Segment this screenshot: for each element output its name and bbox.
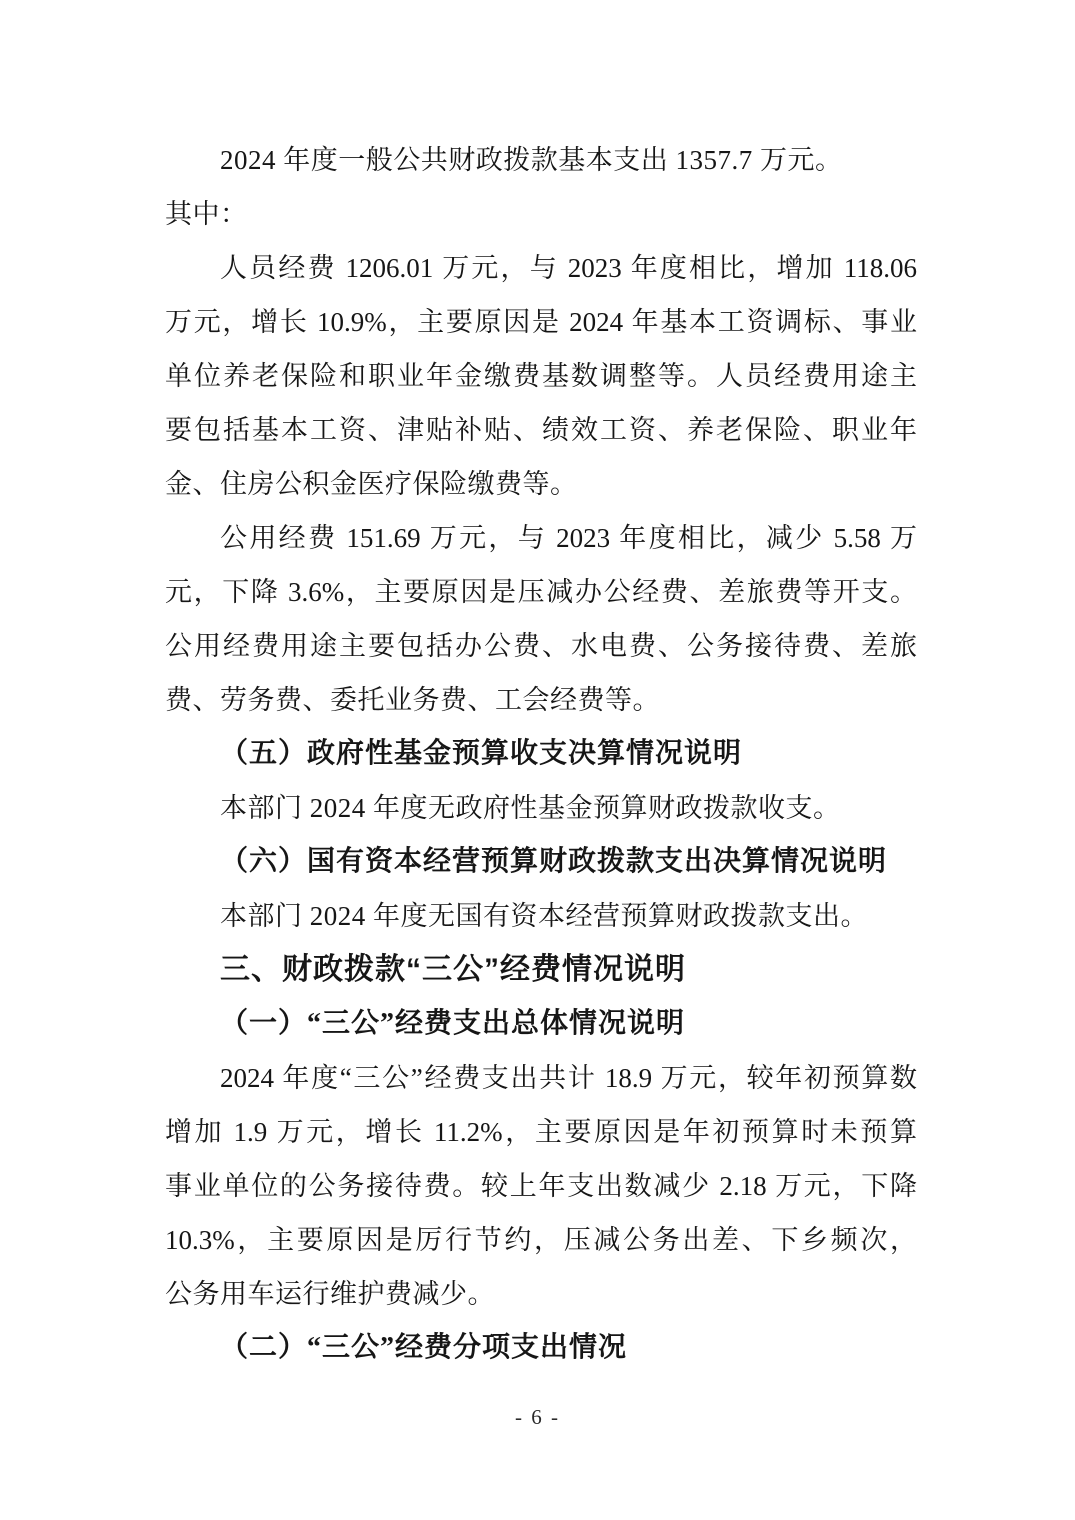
doc-line: 本部门 2024 年度无国有资本经营预算财政拨款支出。	[220, 901, 868, 931]
doc-line: 元，下降 3.6%，主要原因是压减办公经费、差旅费等开支。	[165, 577, 917, 607]
doc-line: 金、住房公积金医疗保险缴费等。	[165, 469, 578, 499]
doc-line: 人员经费 1206.01 万元，与 2023 年度相比，增加 118.06	[220, 253, 917, 283]
doc-line: 公用经费 151.69 万元，与 2023 年度相比，减少 5.58 万	[220, 523, 917, 553]
doc-line: 增加 1.9 万元，增长 11.2%，主要原因是年初预算时未预算	[165, 1117, 917, 1147]
doc-line: 单位养老保险和职业年金缴费基数调整等。人员经费用途主	[165, 361, 917, 391]
subsection-heading: （二）“三公”经费分项支出情况	[220, 1332, 628, 1363]
doc-line: 2024 年度一般公共财政拨款基本支出 1357.7 万元。	[220, 145, 843, 175]
doc-line: 2024 年度“三公”经费支出共计 18.9 万元，较年初预算数	[220, 1063, 917, 1093]
subsection-heading: （五）政府性基金预算收支决算情况说明	[220, 738, 743, 769]
doc-line: 10.3%，主要原因是厉行节约，压减公务出差、下乡频次，	[165, 1225, 917, 1255]
doc-line: 其中：	[165, 199, 248, 229]
doc-line: 费、劳务费、委托业务费、工会经费等。	[165, 685, 660, 715]
subsection-heading: （六）国有资本经营预算财政拨款支出决算情况说明	[220, 846, 888, 877]
doc-line: 本部门 2024 年度无政府性基金预算财政拨款收支。	[220, 793, 841, 823]
doc-line: 万元，增长 10.9%，主要原因是 2024 年基本工资调标、事业	[165, 307, 917, 337]
doc-line: 公务用车运行维护费减少。	[165, 1279, 495, 1309]
section-heading: 三、财政拨款“三公”经费情况说明	[220, 953, 686, 986]
subsection-heading: （一）“三公”经费支出总体情况说明	[220, 1008, 686, 1039]
document-body	[165, 133, 917, 1375]
doc-line: 公用经费用途主要包括办公费、水电费、公务接待费、差旅	[165, 631, 917, 661]
page-number: - 6 -	[515, 1405, 560, 1429]
doc-line: 事业单位的公务接待费。较上年支出数减少 2.18 万元，下降	[165, 1171, 917, 1201]
doc-line: 要包括基本工资、津贴补贴、绩效工资、养老保险、职业年	[165, 415, 917, 445]
